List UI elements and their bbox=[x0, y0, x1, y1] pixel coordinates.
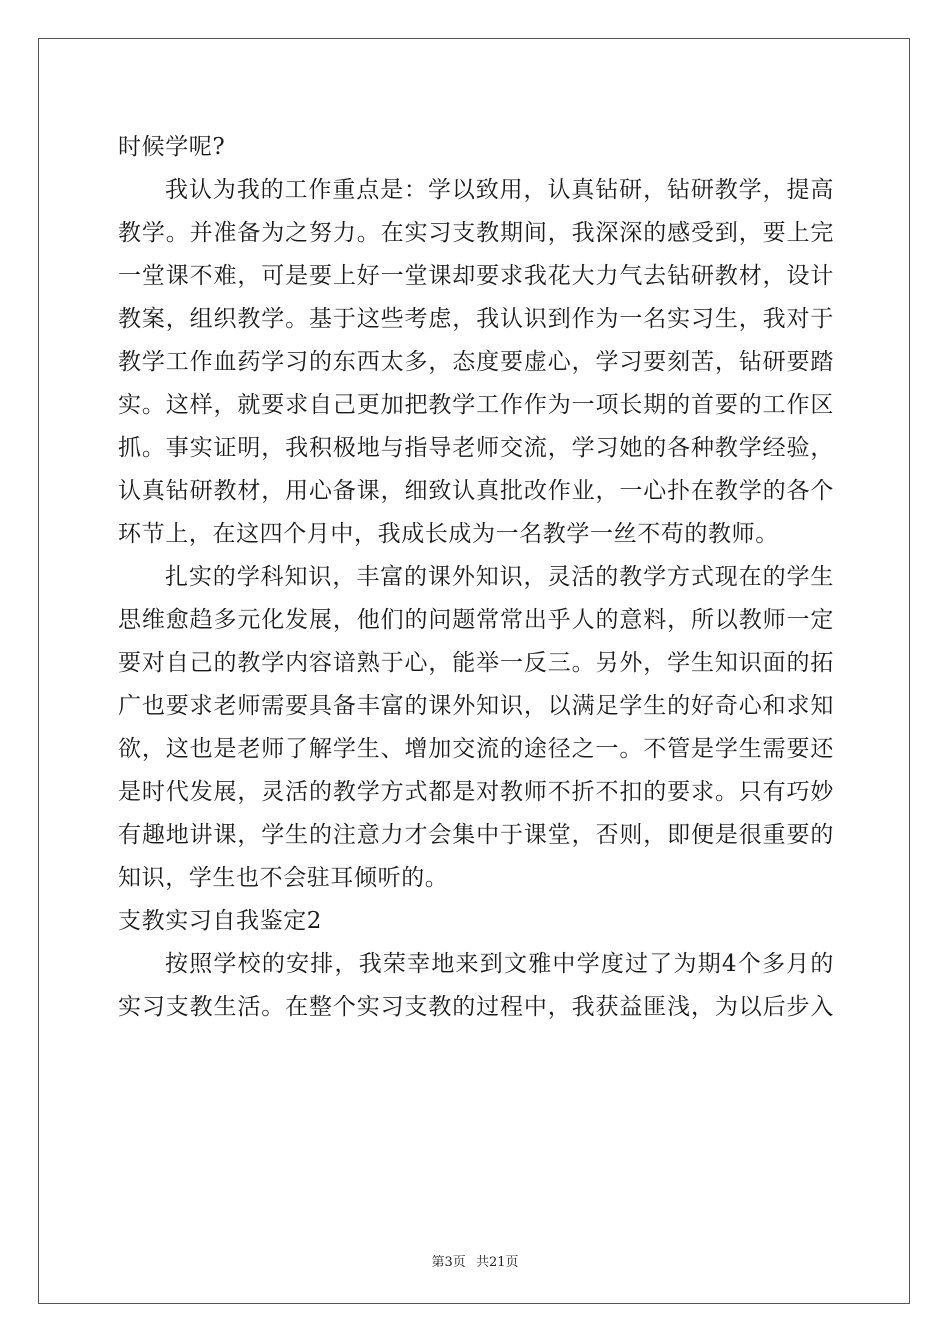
paragraph-line: 欲，这也是老师了解学生、增加交流的途径之一。不管是学生需要还 bbox=[118, 736, 834, 762]
paragraph-line: 环节上，在这四个月中，我成长成为一名教学一丝不苟的教师。 bbox=[118, 521, 779, 547]
paragraph-line: 认真钻研教材，用心备课，细致认真批改作业，一心扑在教学的各个 bbox=[118, 478, 834, 504]
paragraph-line: 思维愈趋多元化发展，他们的问题常常出乎人的意料，所以教师一定 bbox=[118, 607, 834, 633]
paragraph-line: 按照学校的安排，我荣幸地来到文雅中学度过了为期4个多月的 bbox=[165, 951, 834, 977]
paragraph-line: 扎实的学科知识，丰富的课外知识，灵活的教学方式现在的学生 bbox=[165, 564, 834, 590]
paragraph-line: 教学。并准备为之努力。在实习支教期间，我深深的感受到，要上完 bbox=[118, 220, 834, 246]
document-body bbox=[118, 126, 834, 1029]
paragraph-line: 教学工作血药学习的东西太多，态度要虚心，学习要刻苦，钻研要踏 bbox=[118, 349, 834, 375]
page-number: 第3页 bbox=[431, 1255, 466, 1270]
paragraph-line: 知识，学生也不会驻耳倾听的。 bbox=[118, 865, 449, 891]
paragraph-line: 教案，组织教学。基于这些考虑，我认识到作为一名实习生，我对于 bbox=[118, 306, 834, 332]
section-heading: 支教实习自我鉴定2 bbox=[118, 908, 323, 934]
paragraph-line: 我认为我的工作重点是：学以致用，认真钻研，钻研教学，提高 bbox=[165, 177, 834, 203]
page-footer bbox=[0, 1251, 950, 1270]
paragraph-line: 实。这样，就要求自己更加把教学工作作为一项长期的首要的工作区 bbox=[118, 392, 834, 418]
paragraph-line: 是时代发展，灵活的教学方式都是对教师不折不扣的要求。只有巧妙 bbox=[118, 779, 834, 805]
paragraph-line: 一堂课不难，可是要上好一堂课却要求我花大力气去钻研教材，设计 bbox=[118, 263, 834, 289]
paragraph-line: 实习支教生活。在整个实习支教的过程中，我获益匪浅，为以后步入 bbox=[118, 994, 834, 1020]
text-line: 时候学呢? bbox=[118, 134, 226, 160]
paragraph-line: 要对自己的教学内容谙熟于心，能举一反三。另外，学生知识面的拓 bbox=[118, 650, 834, 676]
paragraph-line: 广也要求老师需要具备丰富的课外知识，以满足学生的好奇心和求知 bbox=[118, 693, 834, 719]
paragraph-line: 有趣地讲课，学生的注意力才会集中于课堂，否则，即便是很重要的 bbox=[118, 822, 834, 848]
page-total: 共21页 bbox=[475, 1255, 519, 1270]
paragraph-line: 抓。事实证明，我积极地与指导老师交流，学习她的各种教学经验， bbox=[118, 435, 834, 461]
